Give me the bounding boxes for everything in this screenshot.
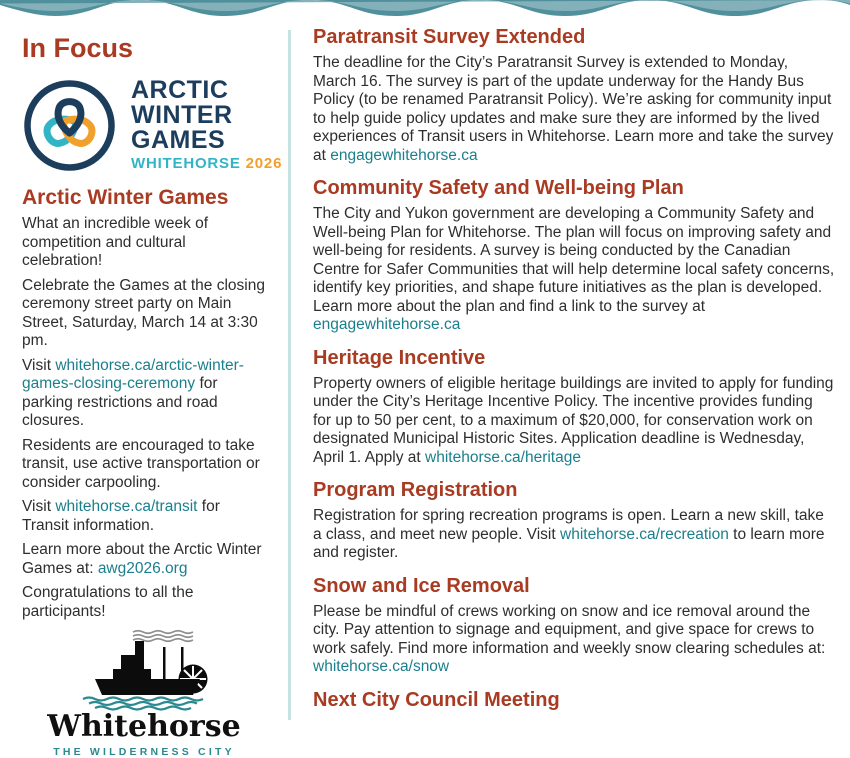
- text-run: The City and Yukon government are developing a Community Safety and Well-being Plan for Whitehorse. The plan will focus on improving safety and well-being for residents. A survey is being conducted by the Canadian Centre for Safer Communities that will help determine local safety concerns, identify key priorities, and shape future initiatives as the plan is developed. Learn more about the plan and find a link to the survey at: [313, 205, 835, 315]
- text-run: Registration for spring recreation programs is open. Learn a new skill, take a class, and meet new people. Visit: [313, 507, 824, 543]
- text-run: Congratulations to all the participants!: [22, 584, 194, 620]
- news-section: [313, 348, 835, 468]
- text-run: Property owners of eligible heritage buildings are invited to apply for funding under the City’s Heritage Incentive Policy. The incentive provides funding for up to 50 per cent, to a maximum of $20,000, for conservation work on designated Municipal Historic Sites. Application deadline is Wednesday, April 1. Apply at: [313, 374, 834, 466]
- news-section: [313, 480, 835, 563]
- whitehorse-city-logo: [22, 627, 266, 758]
- paragraph: [22, 541, 266, 578]
- section-heading: Snow and Ice Removal: [313, 574, 530, 597]
- section-heading: Community Safety and Well-being Plan: [313, 177, 684, 199]
- inline-link[interactable]: whitehorse.ca/snow: [313, 658, 450, 675]
- text-run: Celebrate the Games at the closing ceremony street party on Main Street, Saturday, March 14 at 3:30 pm.: [22, 276, 265, 349]
- text-run: Residents are encouraged to take transit, use active transportation or consider carpooling.: [22, 436, 260, 491]
- left-column: [22, 26, 283, 758]
- text-run: The deadline for the City’s Paratransit Survey is extended to Monday, March 16. The survey is part of the update underway for the Handy Bus Policy (to be renamed Paratransit Policy). We’re asking for community input to help guide policy updates and make sure they are informed by the lived experiences of Transit users in Whitehorse. Learn more and take the survey at: [313, 54, 834, 164]
- inline-link[interactable]: whitehorse.ca/heritage: [425, 448, 581, 466]
- city-logo-wordmark: Whitehorse: [47, 709, 241, 744]
- awg-wordmark: [131, 78, 282, 172]
- paragraph: [313, 603, 835, 677]
- text-run: Please be mindful of crews working on snow and ice removal around the city. Pay attention to signage and equipment, and give space for crews to work safely. Find more information and weekly snow clearing schedules at:: [313, 602, 826, 657]
- paragraph: [22, 357, 266, 431]
- inline-link[interactable]: engagewhitehorse.ca: [330, 146, 478, 164]
- wave-banner-decoration: [0, 0, 850, 16]
- section-heading: Heritage Incentive: [313, 346, 486, 369]
- paragraph: [313, 375, 835, 468]
- news-section: [313, 576, 835, 677]
- text-run: Learn more about the Arctic Winter Games at:: [22, 541, 262, 577]
- paragraph: [313, 507, 835, 563]
- column-divider: [288, 30, 291, 720]
- text-run: Visit: [22, 498, 56, 515]
- city-logo-tagline: THE WILDERNESS CITY: [53, 746, 235, 758]
- text-run: What an incredible week of competition and cultural celebration!: [22, 215, 209, 269]
- text-run: to learn more and register.: [313, 525, 825, 561]
- paragraph: [22, 277, 266, 351]
- text-run: for Transit information.: [22, 498, 220, 534]
- inline-link[interactable]: whitehorse.ca/recreation: [560, 525, 729, 543]
- awg-logo: [22, 76, 283, 173]
- inline-link[interactable]: whitehorse.ca/transit: [55, 498, 198, 515]
- in-focus-title: In Focus: [22, 33, 134, 63]
- awg-word-games: GAMES: [131, 126, 226, 154]
- paragraph: [22, 584, 266, 621]
- inline-link[interactable]: awg2026.org: [97, 559, 188, 577]
- awg-year-label: 2026: [245, 155, 283, 172]
- inline-link[interactable]: whitehorse.ca/arctic-winter-games-closing-ceremony: [22, 356, 244, 392]
- article-body: [22, 215, 266, 621]
- steamboat-icon: [69, 627, 219, 711]
- paragraph: [22, 215, 266, 271]
- news-column: [313, 27, 835, 724]
- paragraph: [313, 205, 835, 335]
- section-heading: Paratransit Survey Extended: [313, 26, 586, 48]
- inline-link[interactable]: engagewhitehorse.ca: [313, 316, 461, 333]
- awg-word-arctic: ARCTIC: [131, 76, 229, 104]
- awg-interlocking-loops-icon: [22, 78, 117, 173]
- text-run: Visit: [22, 356, 56, 374]
- awg-whitehorse-label: WHITEHORSE: [131, 155, 241, 172]
- paragraph: [22, 498, 266, 535]
- article-heading: Arctic Winter Games: [22, 186, 229, 209]
- section-heading: Program Registration: [313, 479, 518, 501]
- paragraph: [22, 437, 266, 493]
- text-run: for parking restrictions and road closures.: [22, 375, 218, 429]
- news-section: [313, 27, 835, 165]
- news-section: [313, 178, 835, 335]
- awg-word-winter: WINTER: [131, 101, 233, 129]
- paragraph: [313, 54, 835, 165]
- news-section: [313, 690, 835, 711]
- section-heading: Next City Council Meeting: [313, 688, 560, 711]
